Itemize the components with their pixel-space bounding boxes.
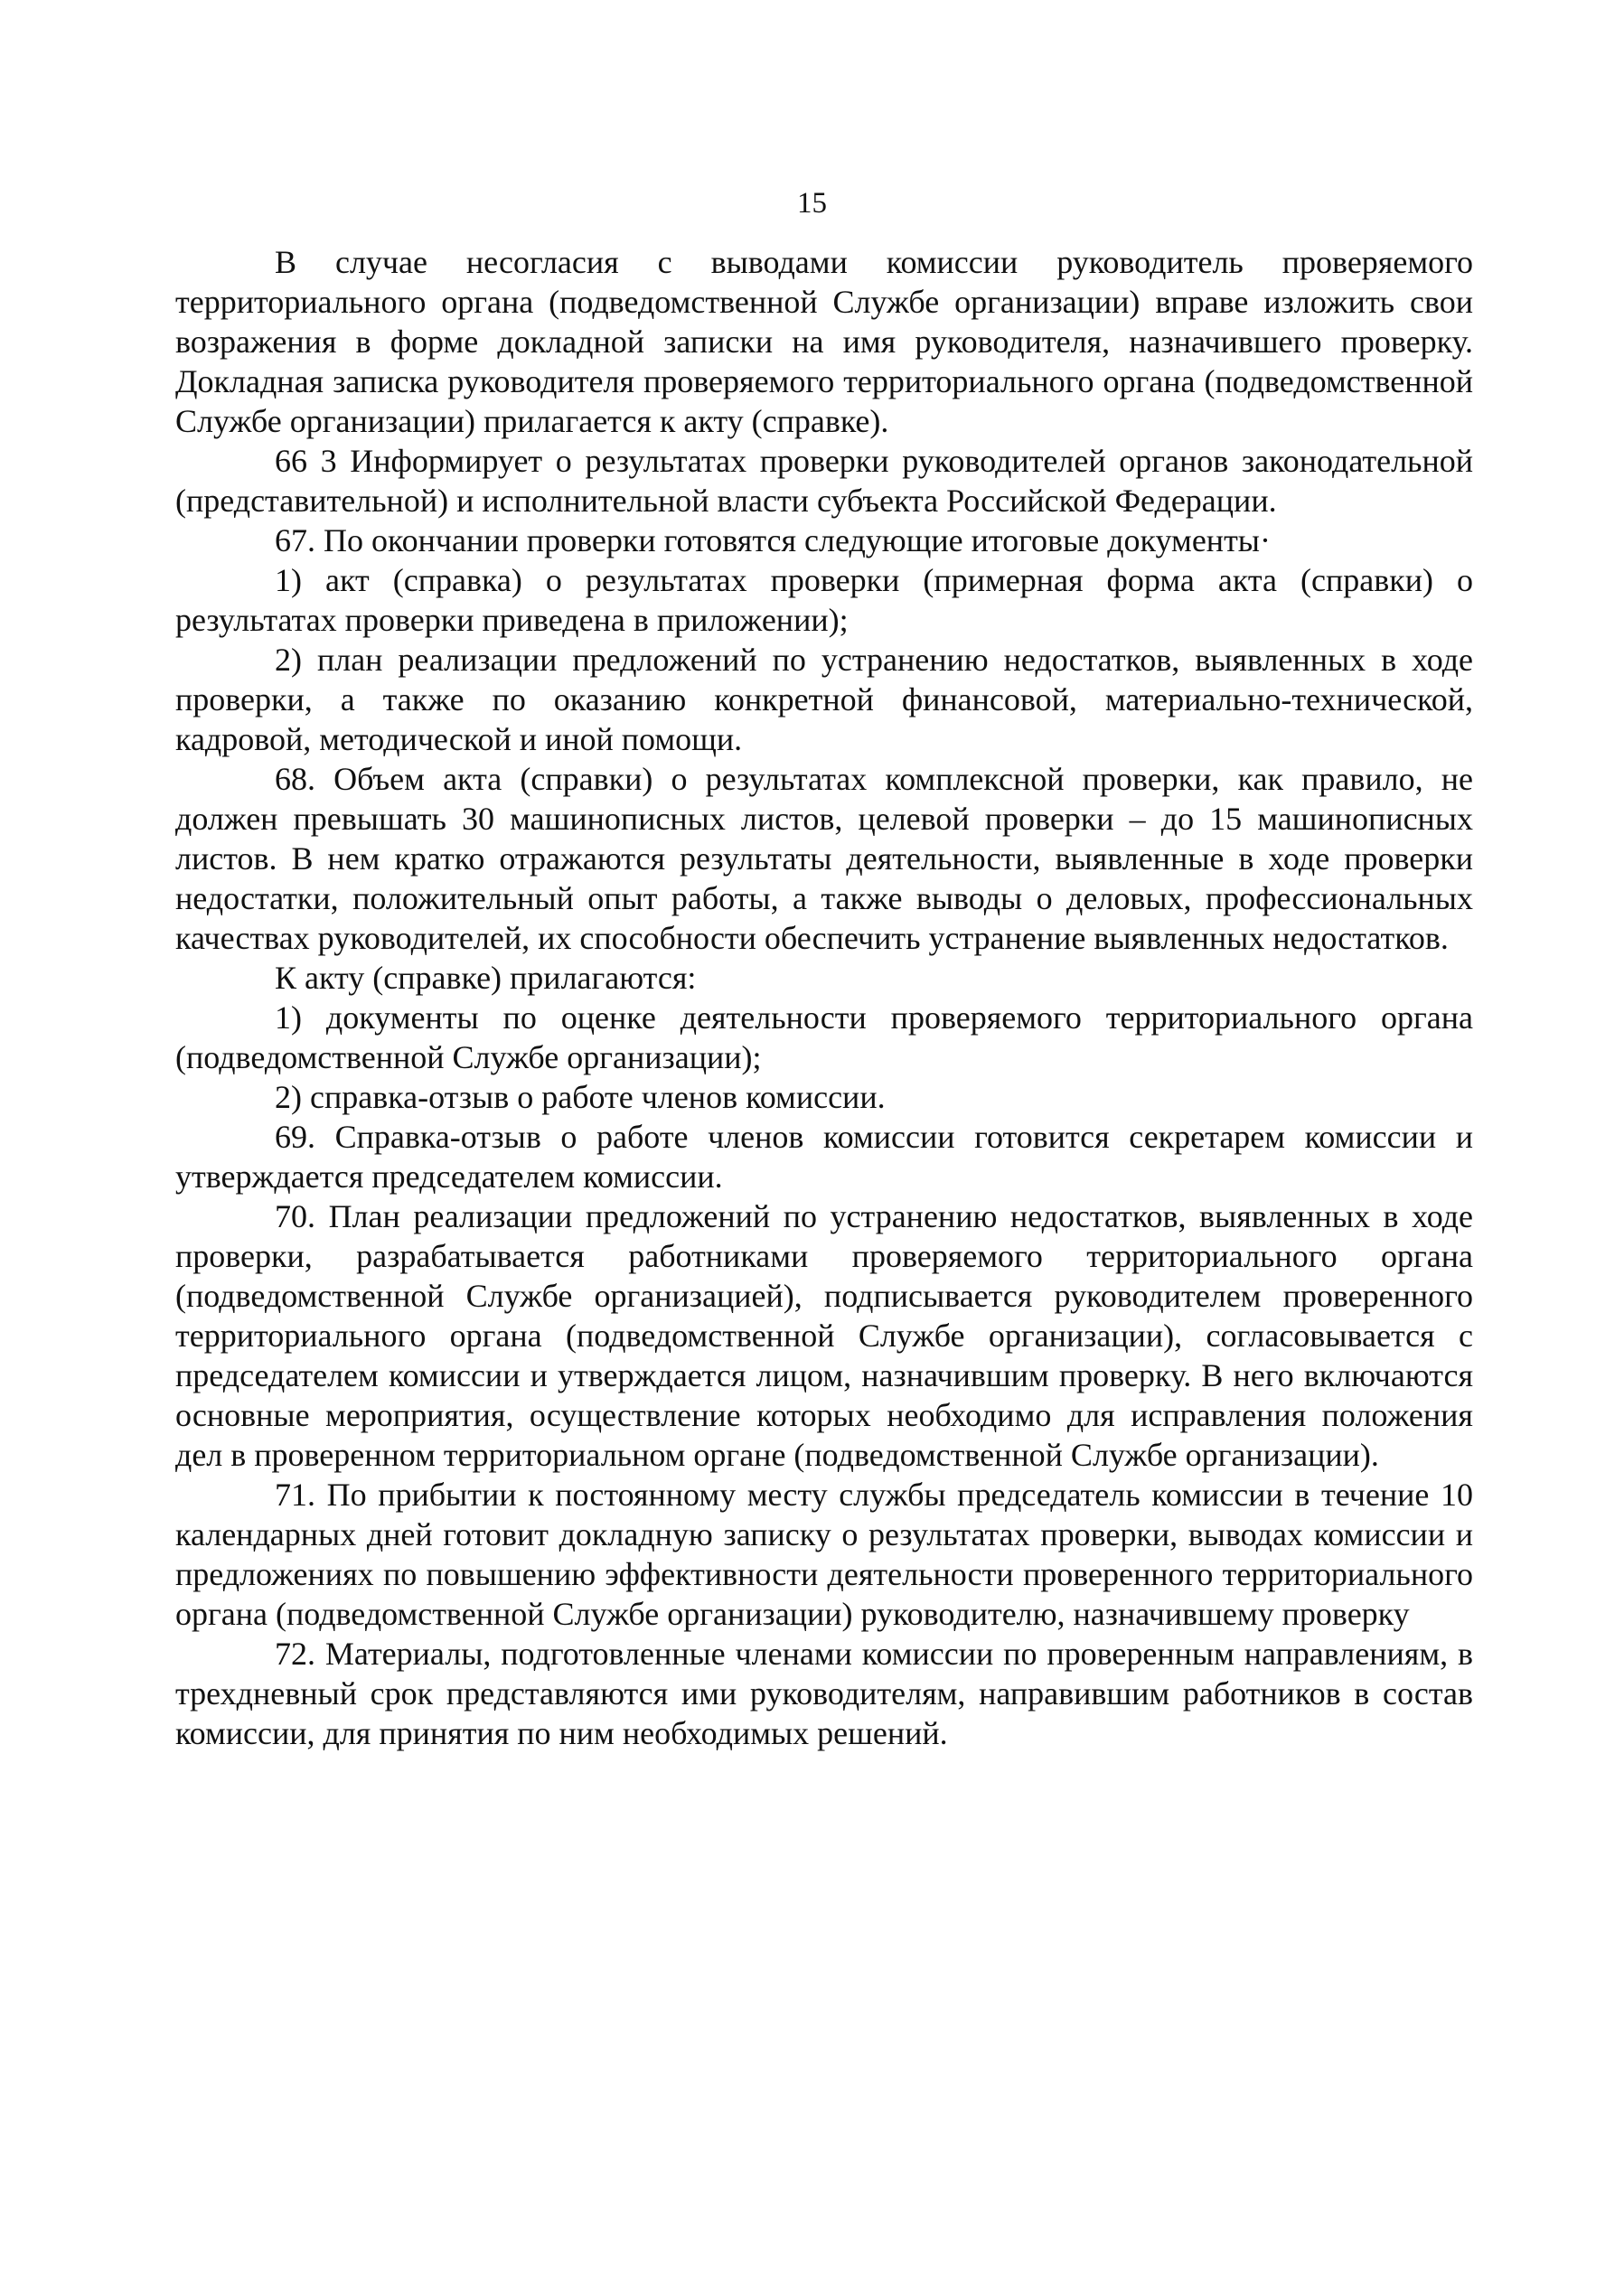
paragraph-67: 67. По окончании проверки готовятся следующие итоговые документы· [275,522,1271,558]
paragraph-66-3: 66 3 Информирует о результатах проверки руководителей органов законодательной (представительной) и исполнительной власти субъекта Российской Федерации. [175,443,1473,519]
paragraph-attachment-2: 2) справка-отзыв о работе членов комиссии. [275,1079,886,1115]
paragraph-72: 72. Материалы, подготовленные членами комиссии по проверенным направлениям, в трехдневный срок представляются ими руководителям, направившим работников в состав комиссии, для принятия по ним необходимых решений. [175,1636,1473,1751]
paragraph-67-item-2: 2) план реализации предложений по устранению недостатков, выявленных в ходе проверки, а также по оказанию конкретной финансовой, материально-технической, кадровой, методической и иной помощи. [175,642,1473,757]
paragraph-68: 68. Объем акта (справки) о результатах комплексной проверки, как правило, не должен превышать 30 машинописных листов, целевой проверки – до 15 машинописных листов. В нем кратко отражаются результаты деятельности, выявленные в ходе проверки недостатки, положительный опыт работы, а также выводы о деловых, профессиональных качествах руководителей, их способности обеспечить устранение выявленных недостатков. [175,761,1473,956]
paragraph-objections: В случае несогласия с выводами комиссии руководитель проверяемого территориального органа (подведомственной Службе организации) вправе изложить свои возражения в форме докладной записки на имя руководителя, назначившего проверку. Докладная записка руководителя проверяемого территориального органа (подведомственной Службе организации) прилагается к акту (справке). [175,244,1473,439]
paragraph-attachment-1: 1) документы по оценке деятельности проверяемого территориального органа (подведомственной Службе организации); [175,999,1473,1075]
paragraph-attachments-heading: К акту (справке) прилагаются: [275,960,697,996]
paragraph-71: 71. По прибытии к постоянному месту службы председатель комиссии в течение 10 календарных дней готовит докладную записку о результатах проверки, выводах комиссии и предложениях по повышению эффективности деятельности проверенного территориального органа (подведомственной Службе организации) руководителю, назначившему проверку [175,1477,1473,1632]
paragraph-67-item-1: 1) акт (справка) о результатах проверки (примерная форма акта (справки) о результатах проверки приведена в приложении); [175,562,1473,638]
paragraph-70: 70. План реализации предложений по устранению недостатков, выявленных в ходе проверки, разрабатывается работниками проверяемого территориального органа (подведомственной Службе организацией), подписывается руководителем проверенного территориального органа (подведомственной Службе организации), согласовывается с председателем комиссии и утверждается лицом, назначившим проверку. В него включаются основные мероприятия, осуществление которых необходимо для исправления положения дел в проверенном территориальном органе (подведомственной Службе организации). [175,1198,1473,1473]
page-number: 15 [797,187,827,220]
paragraph-69: 69. Справка-отзыв о работе членов комиссии готовится секретарем комиссии и утверждается председателем комиссии. [175,1119,1473,1195]
document-body [175,242,1473,1753]
